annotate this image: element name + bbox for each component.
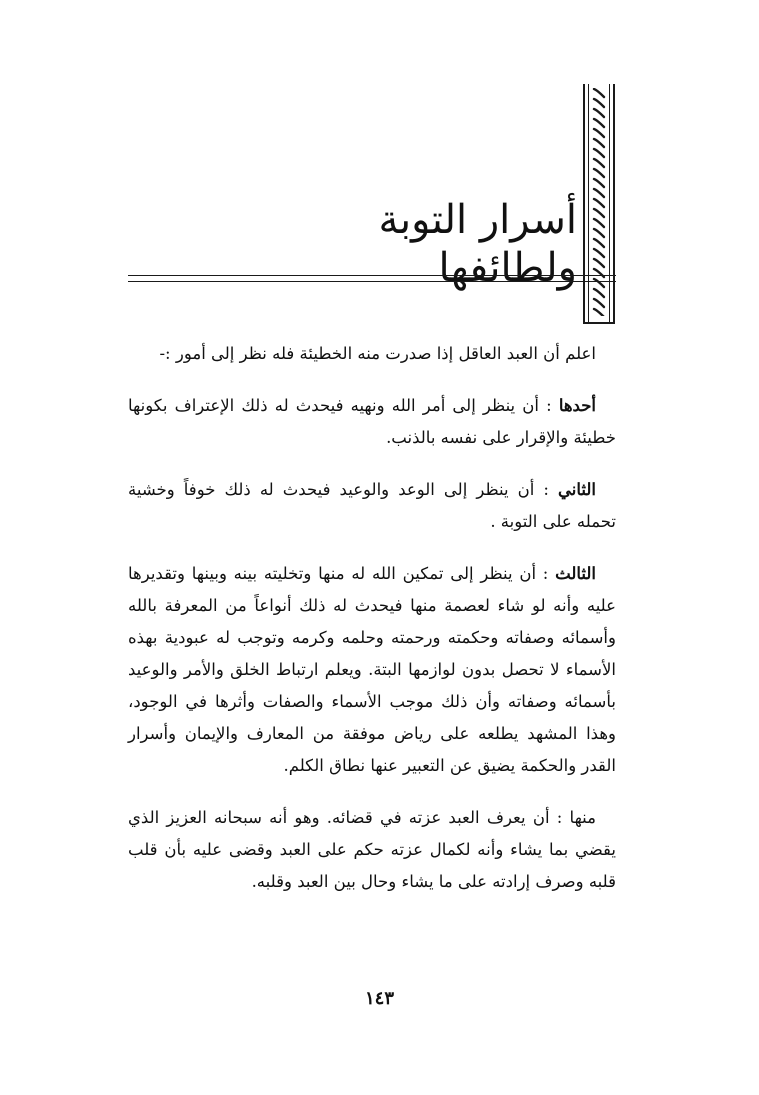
ornament-rail <box>609 84 610 324</box>
rope-strand <box>594 249 604 257</box>
rope-strand <box>594 219 604 227</box>
rope-strand <box>594 199 604 207</box>
rope-strand <box>594 229 604 237</box>
rope-strand <box>594 259 604 267</box>
rope-strand <box>594 189 604 197</box>
paragraph-text: : أن ينظر إلى أمر الله ونهيه فيحدث له ذلك الإعتراف بكونها خطيئة والإقرار على نفسه بالذنب. <box>128 396 616 447</box>
title-double-rule <box>128 275 616 282</box>
rope-strand <box>594 289 604 297</box>
rope-strand <box>594 169 604 177</box>
ornament-rail <box>583 84 585 324</box>
rope-strand <box>594 99 604 107</box>
paragraph-text: : أن ينظر إلى تمكين الله له منها وتخليته بينه وبينها وتقديرها عليه وأنه لو شاء لعصمة منها فيحدث له ذلك أنواعاً من المعرفة بالله وأسمائه وصفاته وحكمته ورحمته وحلمه وكرمه وتوجب له عبودية بهذه الأسماء لا تحصل بدون لوازمها البتة. ويعلم ارتباط الخلق والأمر والوعيد بأسمائه وصفاته وأن ذلك موجب الأسماء والصفات وأثرها في الوجود، وهذا المشهد يطلعه على رياض موفقة من المعارف والإيمان وأسرار القدر والحكمة يضيق عن التعبير عنها نطاق الكلم. <box>128 564 616 775</box>
rope-strand <box>594 139 604 147</box>
rope-strand <box>594 149 604 157</box>
paragraph-first <box>128 390 616 454</box>
rope-strand <box>594 159 604 167</box>
paragraph-lead: الثاني <box>558 480 596 499</box>
rope-strand <box>594 119 604 127</box>
rope-strand <box>594 89 604 97</box>
ornament-rail <box>588 84 589 324</box>
rope-strand <box>594 109 604 117</box>
ornament-rail <box>613 84 615 324</box>
paragraph-text: : أن ينظر إلى الوعد والوعيد فيحدث له ذلك خوفاً وخشية تحمله على التوبة . <box>128 480 616 531</box>
page-number: ١٤٣ <box>364 988 394 1009</box>
paragraph-text: اعلم أن العبد العاقل إذا صدرت منه الخطيئة فله نظر إلى أمور :- <box>159 344 596 363</box>
ornament-cap <box>583 322 615 324</box>
rope-strand <box>594 209 604 217</box>
rope-strand <box>594 299 604 307</box>
body-text <box>128 338 616 898</box>
paragraph-fourth <box>128 802 616 898</box>
rope-ornament <box>583 84 615 324</box>
chapter-title: أسرار التوبة ولطائفها <box>378 197 577 291</box>
paragraph-text: منها : أن يعرف العبد عزته في قضائه. وهو أنه سبحانه العزيز الذي يقضي بما يشاء وأنه لكمال عزته حكم على العبد وقضى عليه بأن قلب قلبه وصرف إرادته على ما يشاء وحال بين العبد وقلبه. <box>128 808 616 891</box>
paragraph-lead: أحدها <box>558 396 596 415</box>
paragraph-second <box>128 474 616 538</box>
paragraph-lead: الثالث <box>555 564 596 583</box>
rope-strand <box>594 309 604 316</box>
rope-strand <box>594 179 604 187</box>
paragraph-intro <box>128 338 616 370</box>
paragraph-third <box>128 558 616 782</box>
rope-strand <box>594 129 604 137</box>
rope-strand <box>594 239 604 247</box>
